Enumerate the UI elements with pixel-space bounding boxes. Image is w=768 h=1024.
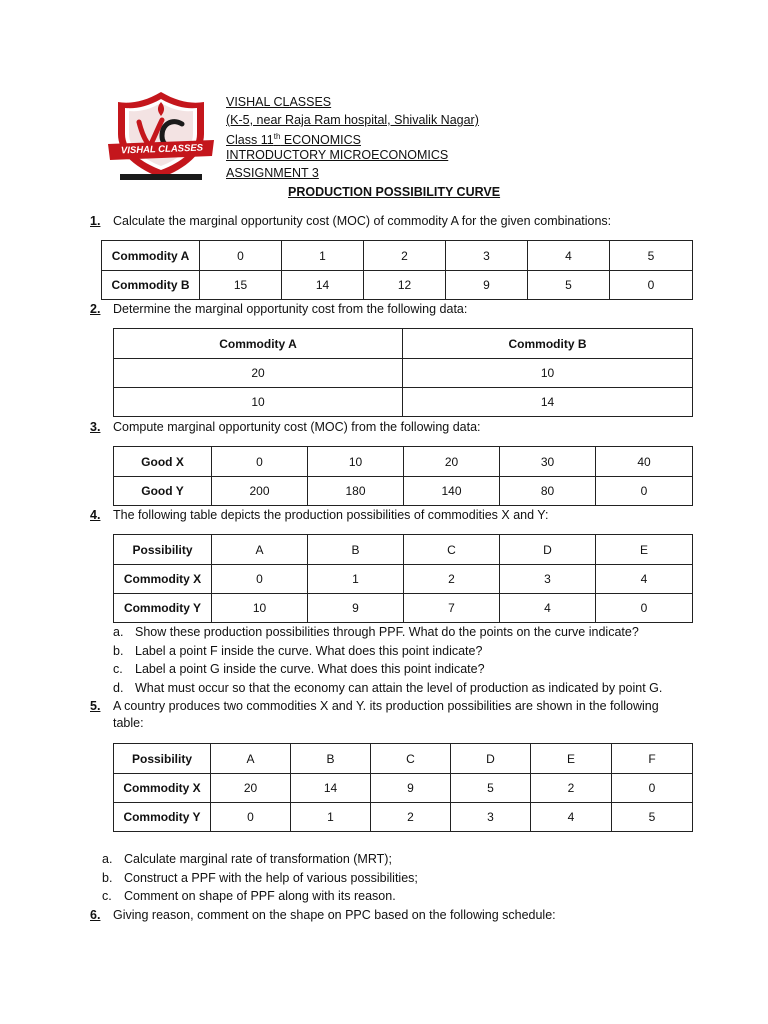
table-cell: Commodity X: [114, 565, 212, 594]
table-cell: 0: [596, 477, 693, 506]
table-cell: 7: [404, 594, 500, 623]
question-5-subparts: [102, 850, 418, 906]
table-cell: 80: [500, 477, 596, 506]
table-row: [114, 535, 693, 565]
table-cell: 10: [212, 594, 308, 623]
table-cell: 140: [404, 477, 500, 506]
table-row: [114, 477, 693, 506]
question-1-number: 1.: [90, 214, 101, 228]
list-item: [102, 850, 418, 869]
question-5-text-continued: table:: [113, 716, 144, 730]
list-item: [113, 679, 662, 698]
list-item: [102, 887, 418, 906]
list-marker: b.: [102, 870, 113, 885]
question-1-text: Calculate the marginal opportunity cost (MOC) of commodity A for the given combinations:: [113, 214, 612, 228]
table-cell: E: [531, 744, 612, 774]
question-6: [90, 907, 556, 923]
institute-name: VISHAL CLASSES: [226, 95, 332, 109]
table-row: [102, 271, 693, 300]
table-cell: 5: [451, 774, 531, 803]
table-cell: D: [451, 744, 531, 774]
table-cell: 14: [291, 774, 371, 803]
list-marker: a.: [102, 852, 113, 866]
table-cell: 10: [114, 388, 403, 417]
q3-table: [113, 446, 693, 506]
table-cell: Commodity B: [403, 329, 693, 359]
table-cell: 3: [500, 565, 596, 594]
question-1: [90, 213, 611, 229]
question-3-number: 3.: [90, 420, 101, 434]
table-cell: 2: [531, 774, 612, 803]
table-cell: D: [500, 535, 596, 565]
question-5-number: 5.: [90, 699, 101, 713]
table-cell: 0: [200, 241, 282, 271]
table-cell: 180: [308, 477, 404, 506]
table-cell: A: [212, 535, 308, 565]
table-cell: 30: [500, 447, 596, 477]
table-row: [114, 359, 693, 388]
table-cell: Good Y: [114, 477, 212, 506]
table-cell: 2: [404, 565, 500, 594]
table-cell: F: [612, 744, 693, 774]
list-marker: a.: [113, 625, 124, 639]
table-cell: Possibility: [114, 744, 211, 774]
table-cell: 14: [403, 388, 693, 417]
list-text: Label a point G inside the curve. What does this point indicate?: [135, 662, 485, 676]
class-prefix: Class 11: [226, 133, 274, 148]
table-cell: 1: [291, 803, 371, 832]
question-2: [90, 301, 467, 317]
table-row: [102, 241, 693, 271]
table-cell: 10: [308, 447, 404, 477]
table-row: [114, 447, 693, 477]
q1-table: [101, 240, 693, 300]
table-cell: 10: [403, 359, 693, 388]
assignment-title: ASSIGNMENT 3: [226, 166, 319, 180]
list-text: Label a point F inside the curve. What does this point indicate?: [135, 643, 483, 658]
table-cell: 2: [371, 803, 451, 832]
list-marker: c.: [102, 889, 112, 903]
table-cell: 40: [596, 447, 693, 477]
table-cell: 4: [531, 803, 612, 832]
table-cell: 0: [612, 774, 693, 803]
table-cell: 20: [404, 447, 500, 477]
question-3: [90, 419, 481, 435]
list-item: [113, 623, 662, 642]
table-cell: E: [596, 535, 693, 565]
question-5: [90, 698, 659, 731]
q4-table: [113, 534, 693, 623]
table-cell: 5: [528, 271, 610, 300]
list-marker: b.: [113, 643, 124, 658]
list-marker: c.: [113, 662, 123, 676]
table-cell: C: [404, 535, 500, 565]
table-cell: 4: [528, 241, 610, 271]
table-row: [114, 744, 693, 774]
table-cell: Commodity A: [102, 241, 200, 271]
table-row: [114, 388, 693, 417]
table-cell: 9: [371, 774, 451, 803]
table-cell: 20: [211, 774, 291, 803]
table-cell: Good X: [114, 447, 212, 477]
table-cell: 14: [282, 271, 364, 300]
table-cell: 200: [212, 477, 308, 506]
list-text: Calculate marginal rate of transformation (MRT);: [124, 852, 392, 866]
table-cell: 4: [500, 594, 596, 623]
table-cell: 1: [308, 565, 404, 594]
table-cell: 20: [114, 359, 403, 388]
logo-banner-text: VISHAL CLASSES: [120, 142, 204, 157]
question-4-subparts: [113, 623, 662, 697]
table-cell: C: [371, 744, 451, 774]
table-cell: Commodity B: [102, 271, 200, 300]
table-cell: 0: [211, 803, 291, 832]
question-4-text: The following table depicts the production possibilities of commodities X and Y:: [113, 508, 549, 522]
question-4-number: 4.: [90, 508, 101, 522]
class-suffix: ECONOMICS: [280, 133, 361, 148]
question-6-text: Giving reason, comment on the shape on PPC based on the following schedule:: [113, 908, 556, 922]
table-cell: 1: [282, 241, 364, 271]
question-2-text: Determine the marginal opportunity cost from the following data:: [113, 302, 468, 316]
question-2-number: 2.: [90, 302, 101, 316]
question-3-text: Compute marginal opportunity cost (MOC) from the following data:: [113, 420, 481, 434]
list-item: [102, 869, 418, 888]
table-cell: 0: [596, 594, 693, 623]
table-cell: 0: [212, 447, 308, 477]
question-4: [90, 507, 548, 523]
question-6-number: 6.: [90, 908, 101, 922]
table-cell: Commodity Y: [114, 803, 211, 832]
class-line: [226, 129, 361, 148]
table-cell: 9: [308, 594, 404, 623]
table-cell: B: [308, 535, 404, 565]
table-cell: A: [211, 744, 291, 774]
table-cell: 9: [446, 271, 528, 300]
question-5-text: A country produces two commodities X and Y. its production possibilities are shown in the following: [113, 699, 659, 713]
table-cell: B: [291, 744, 371, 774]
table-row: [114, 594, 693, 623]
table-cell: 2: [364, 241, 446, 271]
table-cell: 3: [451, 803, 531, 832]
table-row: [114, 774, 693, 803]
q5-table: [113, 743, 693, 832]
q2-table: [113, 328, 693, 417]
table-cell: Commodity A: [114, 329, 403, 359]
list-marker: d.: [113, 680, 124, 695]
table-row: [114, 565, 693, 594]
list-text: What must occur so that the economy can attain the level of production as indicated by point G.: [135, 680, 663, 695]
vishal-classes-logo-icon: [106, 88, 216, 184]
table-cell: 5: [612, 803, 693, 832]
table-row: [114, 803, 693, 832]
list-item: [113, 642, 662, 661]
list-text: Construct a PPF with the help of various possibilities;: [124, 870, 418, 885]
logo: [106, 88, 216, 184]
list-text: Show these production possibilities through PPF. What do the points on the curve indicate?: [135, 625, 639, 639]
list-item: [113, 660, 662, 679]
table-cell: Commodity Y: [114, 594, 212, 623]
table-cell: 0: [212, 565, 308, 594]
subject-name: INTRODUCTORY MICROECONOMICS: [226, 148, 449, 162]
table-cell: 4: [596, 565, 693, 594]
list-text: Comment on shape of PPF along with its reason.: [124, 889, 396, 903]
table-cell: 5: [610, 241, 693, 271]
table-cell: 0: [610, 271, 693, 300]
table-row: [114, 329, 693, 359]
table-cell: Commodity X: [114, 774, 211, 803]
institute-address: (K-5, near Raja Ram hospital, Shivalik Nagar): [226, 113, 479, 127]
table-cell: 12: [364, 271, 446, 300]
table-cell: 15: [200, 271, 282, 300]
class-sup: th: [273, 132, 281, 141]
table-cell: 3: [446, 241, 528, 271]
topic-title: PRODUCTION POSSIBILITY CURVE: [288, 185, 501, 199]
table-cell: Possibility: [114, 535, 212, 565]
